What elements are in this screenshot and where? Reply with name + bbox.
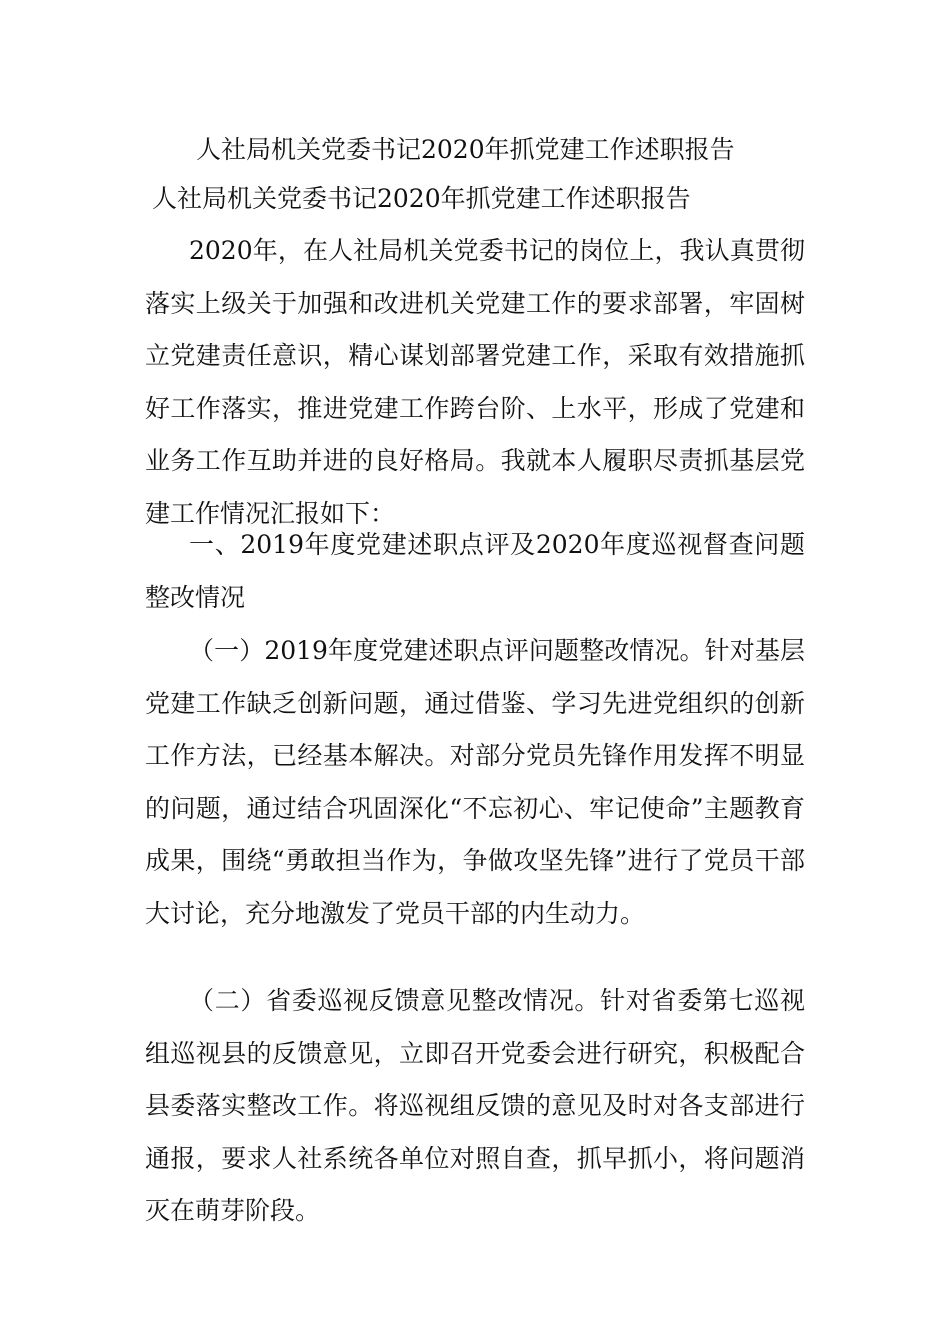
intro-paragraph: 2020年，在人社局机关党委书记的岗位上，我认真贯彻落实上级关于加强和改进机关党建工作的要求部署，牢固树立党建责任意识，精心谋划部署党建工作，采取有效措施抓好工作落实，推进党建工作跨台阶、上水平，形成了党建和业务工作互助并进的良好格局。我就本人履职尽责抓基层党建工作情况汇报如下： bbox=[145, 236, 805, 528]
section-paragraph-1: （一）2019年度党建述职点评问题整改情况。针对基层党建工作缺乏创新问题，通过借鉴、学习先进党组织的创新工作方法，已经基本解决。对部分党员先锋作用发挥不明显的问题，通过结合巩固深化“不忘初心、牢记使命”主题教育成果，围绕“勇敢担当作为，争做攻坚先锋”进行了党员干部大讨论，充分地激发了党员干部的内生动力。 bbox=[145, 636, 805, 928]
section-paragraph-2: （二）省委巡视反馈意见整改情况。针对省委第七巡视组巡视县的反馈意见，立即召开党委会进行研究，积极配合县委落实整改工作。将巡视组反馈的意见及时对各支部进行通报，要求人社系统各单位对照自查，抓早抓小，将问题消灭在萌芽阶段。 bbox=[145, 986, 805, 1225]
section-heading: 一、2019年度党建述职点评及2020年度巡视督查问题整改情况 bbox=[145, 530, 805, 612]
document-title: 人社局机关党委书记2020年抓党建工作述职报告 bbox=[196, 135, 735, 164]
document-subtitle: 人社局机关党委书记2020年抓党建工作述职报告 bbox=[152, 184, 691, 213]
